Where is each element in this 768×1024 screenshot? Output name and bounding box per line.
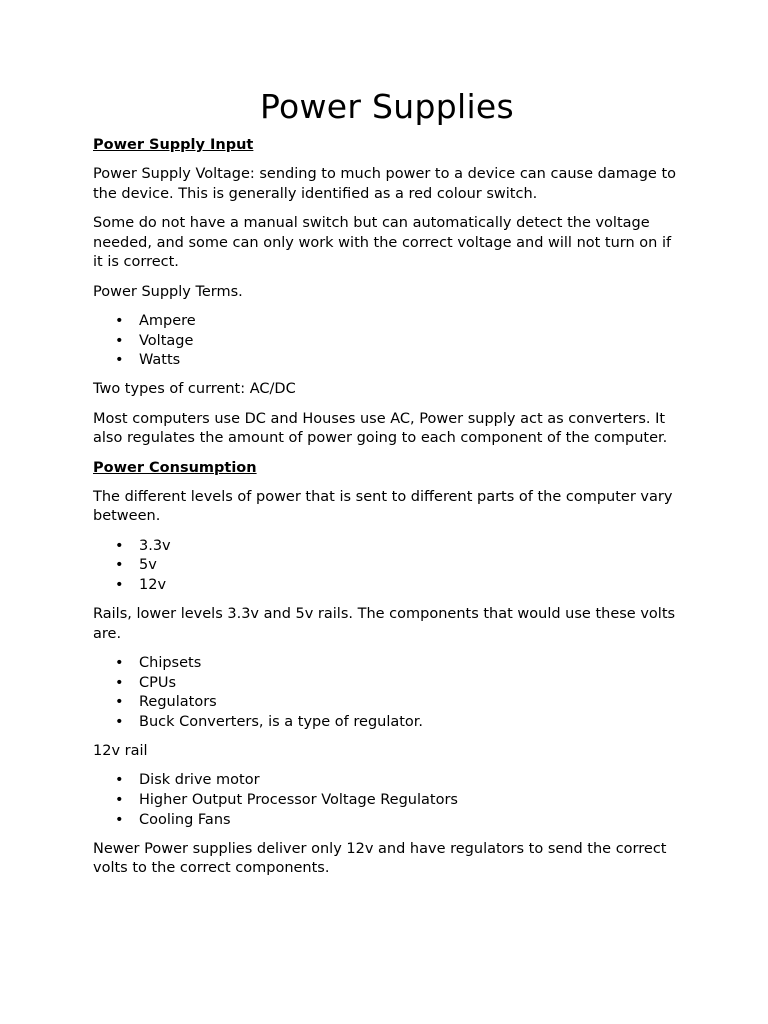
paragraph: Two types of current: AC/DC [93, 381, 296, 398]
bullet-icon: • [115, 694, 124, 711]
document-page [93, 84, 683, 889]
list-item [93, 576, 683, 596]
list-item-text: Chipsets [139, 655, 202, 672]
list-item [93, 771, 683, 791]
paragraph: The different levels of power that is sent to different parts of the computer vary between. [93, 488, 673, 525]
list-item [93, 351, 683, 371]
list-item-text: 3.3v [139, 537, 171, 554]
bullet-icon: • [115, 713, 124, 730]
list-item [93, 811, 683, 831]
list-item-text: 12v [139, 576, 167, 593]
bullet-icon: • [115, 352, 124, 369]
bullet-icon: • [115, 674, 124, 691]
paragraph: Power Supply Terms. [93, 283, 243, 300]
document-title: Power Supplies [259, 87, 515, 126]
bullet-list-high-rail-components [93, 771, 683, 830]
list-item-text: Disk drive motor [139, 772, 260, 789]
list-item-text: Voltage [139, 332, 194, 349]
list-item [93, 693, 683, 713]
bullet-icon: • [115, 332, 124, 349]
list-item [93, 654, 683, 674]
list-item [93, 537, 683, 557]
list-item [93, 791, 683, 811]
list-item-text: Watts [139, 352, 181, 369]
bullet-icon: • [115, 312, 124, 329]
paragraph: Most computers use DC and Houses use AC, Power supply act as converters. It also regulates the amount of power going to each component of the computer. [93, 410, 668, 447]
list-item-text: Cooling Fans [139, 811, 231, 828]
bullet-icon: • [115, 772, 124, 789]
list-item [93, 674, 683, 694]
bullet-icon: • [115, 576, 124, 593]
section-heading-power-supply-input: Power Supply Input [93, 137, 254, 153]
list-item-text: 5v [139, 557, 157, 574]
bullet-icon: • [115, 655, 124, 672]
list-item [93, 312, 683, 332]
bullet-list-levels [93, 537, 683, 596]
section-heading-power-consumption: Power Consumption [93, 459, 257, 476]
list-item [93, 713, 683, 733]
paragraph: Newer Power supplies deliver only 12v and have regulators to send the correct volts to the correct components. [93, 840, 667, 877]
bullet-icon: • [115, 537, 124, 554]
paragraph: Some do not have a manual switch but can automatically detect the voltage needed, and some can only work with the correct voltage and will not turn on if it is correct. [93, 215, 672, 271]
paragraph: 12v rail [93, 743, 148, 760]
list-item-text: Higher Output Processor Voltage Regulators [139, 791, 458, 808]
list-item-text: CPUs [139, 674, 177, 691]
paragraph: Rails, lower levels 3.3v and 5v rails. The components that would use these volts are. [93, 606, 676, 642]
bullet-icon: • [115, 811, 124, 828]
list-item-text: Regulators [139, 694, 217, 711]
list-item-text: Buck Converters, is a type of regulator. [139, 713, 424, 730]
list-item-text: Ampere [139, 312, 196, 329]
list-item [93, 556, 683, 576]
bullet-list-low-rail-components [93, 654, 683, 732]
bullet-icon: • [115, 557, 124, 574]
bullet-icon: • [115, 791, 124, 808]
paragraph: Power Supply Voltage: sending to much power to a device can cause damage to the device. This is generally identified as a red colour switch. [93, 166, 677, 202]
bullet-list-terms [93, 312, 683, 371]
list-item [93, 332, 683, 352]
